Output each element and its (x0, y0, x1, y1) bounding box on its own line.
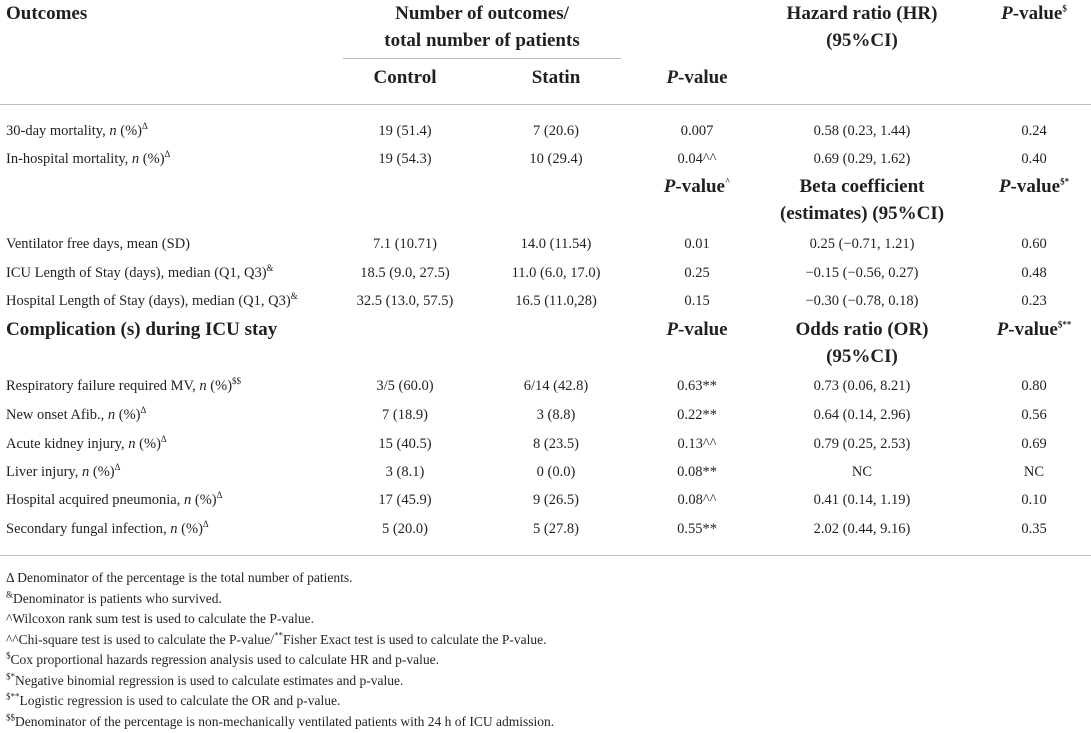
row-label: Secondary fungal infection, n (%)$^\Delta$ (6, 519, 209, 537)
row-est-cell: 0.58 (0.23, 1.44) (813, 123, 911, 139)
row-p2-cell: 0.48 (1021, 265, 1047, 281)
footnote: ^^Chi-square test is used to calculate the P-value/**Fisher Exact test is used to calculate the P-value. (6, 630, 547, 647)
row-est-cell: 0.41 (0.14, 1.19) (813, 492, 911, 508)
row-label: Respiratory failure required MV, n (%)$$ (6, 376, 242, 394)
footnote: $Cox proportional hazards regression analysis used to calculate HR and p-value. (6, 650, 439, 667)
row-p-cell: 0.01 (684, 236, 710, 252)
row-statin-cell: 16.5 (11.0,28) (515, 293, 597, 309)
complications-header: Complication (s) during ICU stay (6, 319, 278, 340)
footnote: ^Wilcoxon rank sum test is used to calculate the P-value. (6, 611, 314, 626)
group-header-underline (343, 58, 621, 59)
control-header: Control (373, 67, 437, 88)
row-p2-cell: 0.80 (1021, 378, 1047, 394)
row-p2-cell: 0.60 (1021, 236, 1047, 252)
row-p-cell: 0.55** (677, 521, 717, 537)
row-statin-cell: 9 (26.5) (533, 492, 579, 508)
or-header-line2: (95%CI) (826, 346, 898, 367)
footnote: &Denominator is patients who survived. (6, 589, 222, 606)
row-control-cell: 3 (8.1) (385, 464, 425, 480)
row-est-cell: 0.73 (0.06, 8.21) (813, 378, 911, 394)
row-control-cell: 32.5 (13.0, 57.5) (356, 293, 454, 309)
row-p2-cell: 0.23 (1021, 293, 1047, 309)
row-control-cell: 19 (54.3) (378, 151, 432, 167)
row-control-cell: 19 (51.4) (378, 123, 432, 139)
row-statin-cell: 10 (29.4) (529, 151, 583, 167)
row-est-cell: 0.69 (0.29, 1.62) (813, 151, 911, 167)
number-outcomes-header-line1: Number of outcomes/ (395, 3, 569, 24)
or-header-line1: Odds ratio (OR) (795, 319, 929, 340)
row-statin-cell: 14.0 (11.54) (520, 236, 592, 252)
beta-header-line2: (estimates) (95%CI) (779, 203, 945, 224)
row-label: Hospital acquired pneumonia, n (%)$^\Delta$ (6, 490, 223, 508)
p-value-header: P-value (666, 67, 728, 88)
row-p-cell: 0.25 (684, 265, 710, 281)
row-label: Acute kidney injury, n (%)$^\Delta$ (6, 434, 167, 452)
row-statin-cell: 8 (23.5) (533, 436, 579, 452)
footnote: $**Logistic regression is used to calculate the OR and p-value. (6, 691, 341, 708)
hr-header-line1: Hazard ratio (HR) (786, 3, 938, 24)
p-value-hr-header: P-value$ (1001, 3, 1067, 24)
footnote: Δ Denominator of the percentage is the total number of patients. (6, 570, 353, 585)
row-p2-cell: 0.10 (1021, 492, 1047, 508)
p-value-complications-header: P-value (666, 319, 728, 340)
footer-rule (0, 555, 1091, 556)
row-label: Hospital Length of Stay (days), median (Q1, Q3)& (6, 291, 298, 309)
p-value-wilcoxon-header: P-value^ (663, 176, 731, 197)
row-est-cell: 0.64 (0.14, 2.96) (813, 407, 911, 423)
row-label: In-hospital mortality, n (%)$^\Delta$ (6, 149, 171, 167)
row-statin-cell: 3 (8.8) (536, 407, 576, 423)
row-p-cell: 0.007 (680, 123, 714, 139)
row-control-cell: 7.1 (10.71) (372, 236, 438, 252)
row-est-cell: 0.79 (0.25, 2.53) (813, 436, 911, 452)
row-p2-cell: 0.56 (1021, 407, 1047, 423)
row-est-cell: 0.25 (−0.71, 1.21) (809, 236, 915, 252)
row-p-cell: 0.08^^ (677, 492, 717, 508)
p-value-or-header: P-value$** (996, 319, 1072, 340)
row-label: New onset Afib., n (%)$^\Delta$ (6, 405, 147, 423)
row-control-cell: 15 (40.5) (378, 436, 432, 452)
row-est-cell: 2.02 (0.44, 9.16) (813, 521, 911, 537)
row-control-cell: 7 (18.9) (382, 407, 428, 423)
row-statin-cell: 5 (27.8) (533, 521, 579, 537)
row-p2-cell: 0.24 (1021, 123, 1047, 139)
statin-header: Statin (531, 67, 581, 88)
row-statin-cell: 0 (0.0) (536, 464, 576, 480)
footnote: $*Negative binomial regression is used to calculate estimates and p-value. (6, 671, 404, 688)
p-value-beta-header: P-value$* (998, 176, 1070, 197)
row-control-cell: 5 (20.0) (382, 521, 428, 537)
row-p-cell: 0.04^^ (677, 151, 717, 167)
row-p2-cell: 0.40 (1021, 151, 1047, 167)
row-p2-cell: 0.35 (1021, 521, 1047, 537)
row-p2-cell: NC (1023, 464, 1045, 480)
footnote: $$Denominator of the percentage is non-mechanically ventilated patients with 24 h of ICU admission. (6, 712, 555, 729)
row-label: Liver injury, n (%)$^\Delta$ (6, 462, 121, 480)
row-p-cell: 0.08** (677, 464, 717, 480)
row-statin-cell: 11.0 (6.0, 17.0) (511, 265, 601, 281)
row-label: 30-day mortality, n (%)$^\Delta$ (6, 121, 148, 139)
row-p-cell: 0.13^^ (677, 436, 717, 452)
row-p-cell: 0.15 (684, 293, 710, 309)
beta-header-line1: Beta coefficient (799, 176, 925, 197)
row-est-cell: −0.30 (−0.78, 0.18) (805, 293, 919, 309)
row-statin-cell: 7 (20.6) (533, 123, 579, 139)
row-est-cell: −0.15 (−0.56, 0.27) (805, 265, 919, 281)
row-p-cell: 0.63** (677, 378, 717, 394)
row-statin-cell: 6/14 (42.8) (523, 378, 589, 394)
header-rule (0, 104, 1091, 105)
row-control-cell: 18.5 (9.0, 27.5) (360, 265, 450, 281)
row-est-cell: NC (851, 464, 873, 480)
hr-header-line2: (95%CI) (826, 30, 898, 51)
row-label: Ventilator free days, mean (SD) (6, 236, 191, 252)
row-control-cell: 3/5 (60.0) (376, 378, 434, 394)
outcomes-header: Outcomes (6, 3, 88, 24)
row-label: ICU Length of Stay (days), median (Q1, Q3)& (6, 263, 274, 281)
row-p2-cell: 0.69 (1021, 436, 1047, 452)
number-outcomes-header-line2: total number of patients (384, 30, 580, 51)
row-p-cell: 0.22** (677, 407, 717, 423)
row-control-cell: 17 (45.9) (378, 492, 432, 508)
